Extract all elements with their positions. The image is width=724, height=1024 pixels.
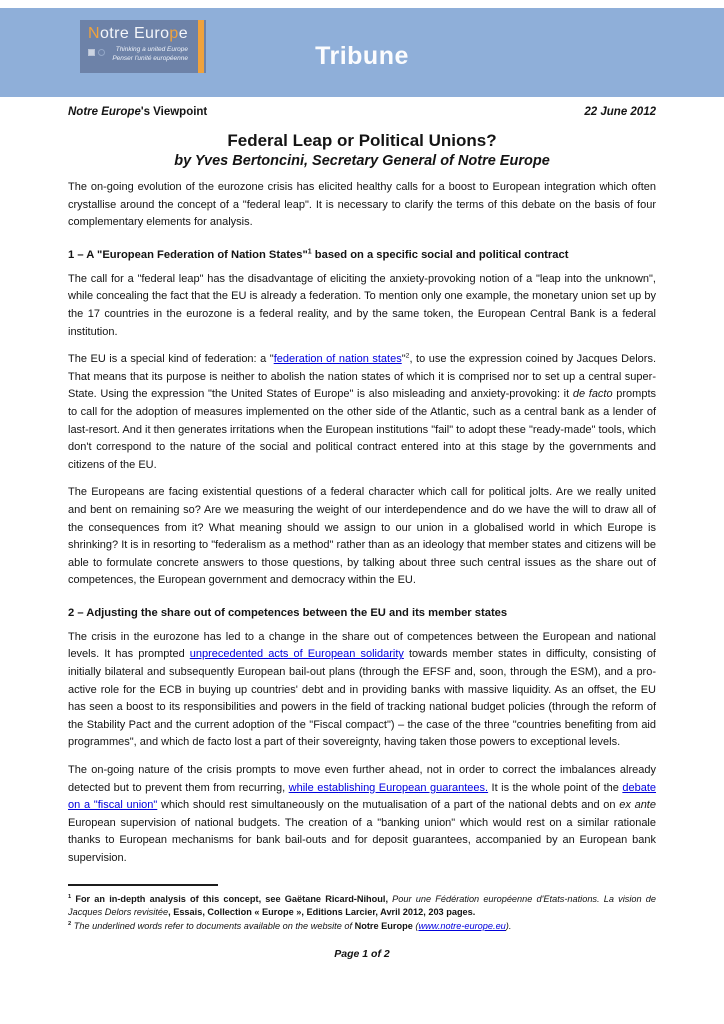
paragraph [68, 351, 656, 474]
paragraph [68, 629, 656, 752]
text-segment: ( [412, 921, 419, 932]
text-segment: which should rest simultaneously on the mutualisation of a part of the national debts and on [157, 799, 620, 812]
text-segment: p [169, 25, 179, 42]
viewpoint-label [68, 106, 207, 118]
text-segment: The EU is a special kind of federation: a " [68, 353, 274, 366]
header-banner [0, 8, 724, 97]
section-heading [68, 249, 656, 261]
text-segment: towards member states in difficulty, consisting of initially bilateral and subsequently European bail-out plans (through the EFSF and, soon, through the ESM), and a pro-active role for the ECB in buying up countries' debt and in providing banks with massive liquidity. As an offset, the EU has seen a boost to its responsibilities and powers in the field of tracking national budget policies (through the reform of the Stability Pact and the current adoption of the "Fiscal compact") – the case of the three "countries benefiting from aid programmes", and which de facto lost a part of their sovereignty, having taken those powers to exceptional levels. [68, 648, 656, 749]
text-segment: " [401, 353, 406, 366]
document-footer [0, 884, 724, 960]
logo-tagline-en: Thinking a united Europe [115, 46, 188, 54]
paragraph [68, 271, 656, 341]
text-segment: ex ante [619, 799, 656, 812]
text-segment: 1 [307, 248, 312, 256]
doc-link[interactable]: www.notre-europe.eu [418, 921, 506, 932]
text-segment: Notre Europe [354, 921, 413, 932]
text-segment: N [88, 25, 100, 42]
text-segment: 2 [405, 352, 410, 360]
text-segment: otre Euro [99, 25, 170, 42]
text-segment: , Essais, Collection « Europe », Editions Larcier, Avril 2012, 203 pages. [168, 907, 476, 918]
footnote-separator [68, 884, 218, 886]
body-blocks [68, 179, 656, 868]
logo-wordmark [88, 25, 194, 43]
text-segment: European supervision of national budgets. The creation of a "banking union" which would rest on a similar rationale thanks to European mechanisms for bank bail-outs and for deposit guarantees, accompanied by an European bank supervision. [68, 816, 656, 864]
text-segment: , to use the expression coined by Jacques Delors. That means that its purpose is neither to abolish the nation states of which it is comprised nor to set up a central super-State. Using the expression "the United States of Europe" is also misleading and anxiety-provoking: it [68, 353, 657, 401]
doc-link[interactable]: unprecedented acts of European solidarity [189, 648, 404, 661]
footnotes [68, 893, 656, 934]
page-number: Page 1 of 2 [334, 947, 390, 960]
doc-link[interactable]: federation of nation states [273, 353, 402, 366]
text-segment: prompts to call for the adoption of measures implemented on the other side of the Atlantic, such as a central bank as a lender of last-resort. And it then generates irritations when the European institutions "fail" to adopt these "ready-made" tools, which don't correspond to the nature of the social and political contract entered into at this stage by the governments and citizens of the EU. [68, 388, 657, 471]
text-segment: 2 [68, 921, 72, 928]
doc-link[interactable]: while establishing European guarantees. [288, 781, 489, 794]
text-segment: de facto [572, 388, 613, 401]
footnote [68, 893, 656, 921]
text-segment: 2 – Adjusting the share out of competences between the EU and its member states [68, 606, 508, 619]
text-segment: The crisis in the eurozone has led to a change in the share out of competences between the European and national levels. It has prompted [68, 630, 656, 661]
text-segment: based on a specific social and political contract [311, 248, 569, 261]
text-segment: 's Viewpoint [140, 106, 208, 118]
text-segment: ). [505, 921, 512, 932]
text-segment: The call for a "federal leap" has the disadvantage of eliciting the anxiety-provoking notion of a "leap into the unknown", while concealing the fact that the EU is already a federation. To mention only one example, the monetary union set up by the 17 countries in the eurozone is a federal reality, and by the same token, the European Central Bank is a federal institution. [68, 272, 656, 338]
document-byline: by Yves Bertoncini, Secretary General of Notre Europe [174, 153, 550, 169]
text-segment: 1 – A "European Federation of Nation States" [68, 248, 308, 261]
text-segment: Notre Europe [68, 106, 141, 118]
text-segment: It is the whole point of the [488, 781, 623, 794]
paragraph [68, 179, 656, 232]
paragraph [68, 762, 656, 868]
document-title: Federal Leap or Political Unions? [227, 131, 497, 150]
text-segment: The on-going nature of the crisis prompts to move even further ahead, not in order to correct the imbalances already detected but to prevent them from recurring, [68, 764, 656, 794]
text-segment: For an in-depth analysis of this concept, see Gaëtane Ricard-Nihoul, [71, 893, 393, 904]
text-segment: Pour une Fédération européenne d'Etats-nations. La vision de Jacques Delors revisitée [68, 893, 657, 918]
text-segment: The underlined words refer to documents available on the website of [71, 921, 355, 932]
text-segment: e [178, 25, 189, 42]
logo-tagline-fr: Penser l'unité européenne [112, 54, 188, 62]
doc-link[interactable]: debate on a "fiscal union" [68, 781, 657, 812]
footnote [68, 920, 656, 934]
document-date: 22 June 2012 [584, 106, 656, 118]
section-heading [68, 607, 656, 619]
paragraph [68, 484, 656, 590]
banner-title: Tribune [315, 42, 409, 70]
meta-row [68, 106, 656, 118]
text-segment: The Europeans are facing existential questions of a federal character which call for political jolts. Are we really united and bent on remaining so? Are we measuring the weight of our interdependence and do we have the will to draw all of the consequences from it? What meaning should we assign to our union in a globalised world in which Europe is shrinking? It is in resorting to "federalism as a method" rather than as an ideology that member states and citizens will be able to formulate concrete answers to those questions, by talking about three such central issues as the share out of competences, the European government and democracy within the EU. [68, 486, 656, 587]
document-body [0, 179, 724, 868]
text-segment: 1 [68, 893, 72, 900]
text-segment: The on-going evolution of the eurozone crisis has elicited healthy calls for a boost to European integration which often crystallise around the concept of a "federal leap". It is necessary to clarify the terms of this debate on the basis of four complementary elements for analysis. [68, 181, 656, 229]
